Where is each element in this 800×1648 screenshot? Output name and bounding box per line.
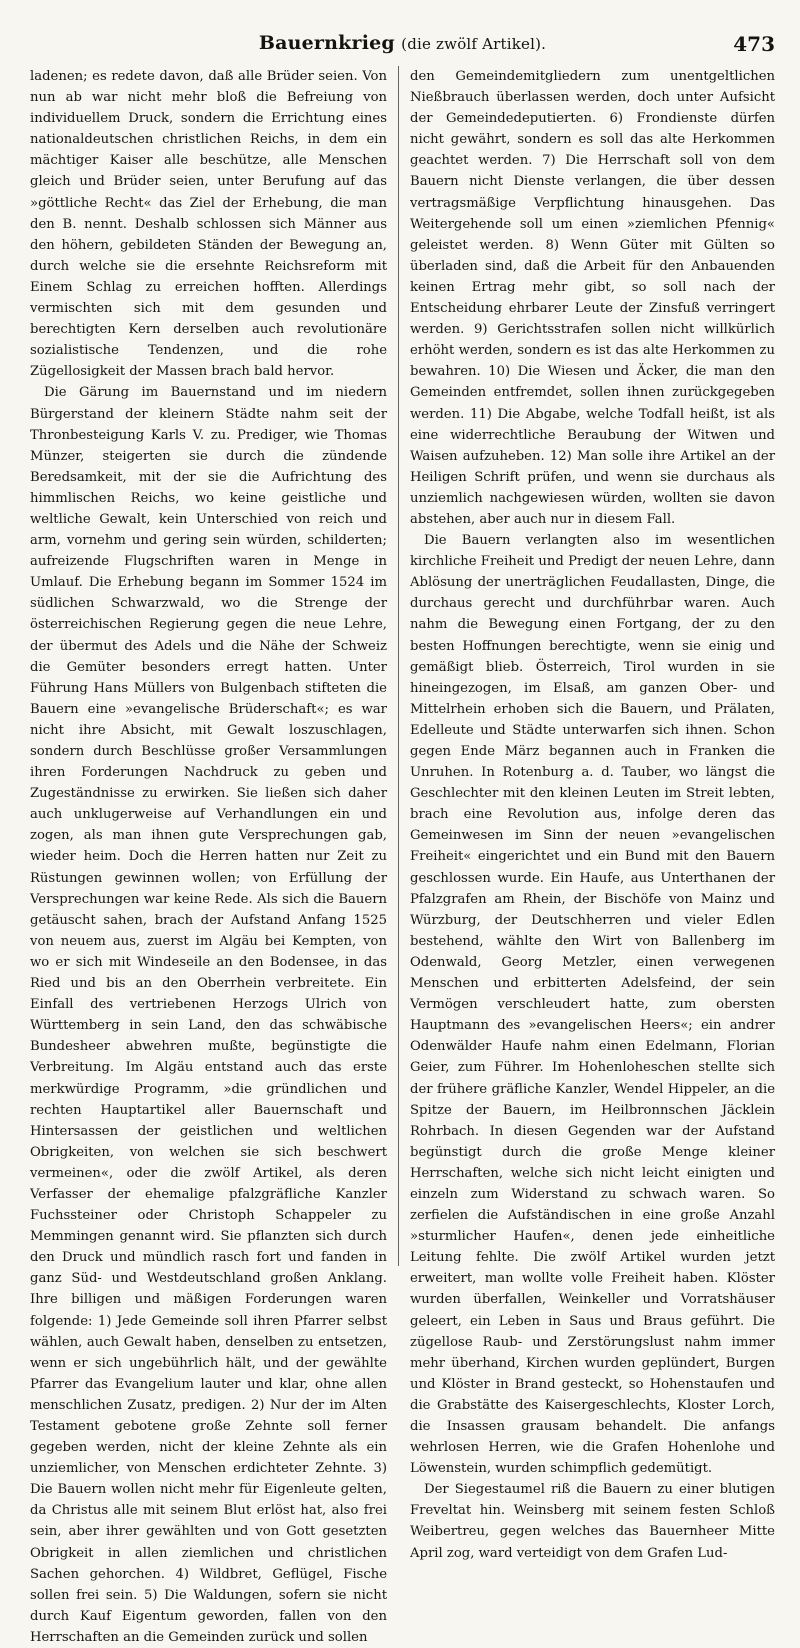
title-main: Bauernkrieg [258,32,395,54]
text-columns [30,66,775,1645]
paragraph: den Gemeindemitgliedern zum unentgeltlichen Nießbrauch überlassen werden, doch unter Aufsicht der Gemeindedeputierten. 6) Frondienste dürfen nicht gewährt, sondern es soll das alte Herkommen geachtet werden. 7) Die Herrschaft soll von dem Bauern nicht Dienste verlangen, die über dessen vertragsmäßige Verpflichtung hinausgehen. Das Weitergehende soll um einen »ziemlichen Pfennig« geleistet werden. 8) Wenn Güter mit Gülten so überladen sind, daß die Arbeit für den Anbauenden keinen Ertrag mehr gibt, so soll nach der Entscheidung ehrbarer Leute der Zinsfuß verringert werden. 9) Gerichtsstrafen sollen nicht willkürlich erhöht werden, sondern es ist das alte Herkommen zu bewahren. 10) Die Wiesen und Äcker, die man den Gemeinden entfremdet, sollen ihnen zurückgegeben werden. 11) Die Abgabe, welche Todfall heißt, ist als eine widerrechtliche Beraubung der Witwen und Waisen aufzuheben. 12) Man solle ihre Artikel an der Heiligen Schrift prüfen, und wenn sie durchaus als unziemlich nachgewiesen würden, wollten sie davon abstehen, aber auch nur in diesem Fall. [410,69,775,527]
running-title [30,32,775,54]
title-sub: (die zwölf Artikel). [401,35,547,53]
page-header [30,30,775,64]
paragraph: Die Bauern verlangten also im wesentlichen kirchliche Freiheit und Predigt der neuen Lehre, dann Ablösung der unerträglichen Feudallasten, Dinge, die durchaus gerecht und durchführbar waren. Auch nahm die Bewegung einen Fortgang, der zu den besten Hoffnungen berechtigte, wenn sie einig und gemäßigt blieb. Österreich, Tirol wurden in sie hineingezogen, im Elsaß, am ganzen Ober- und Mittelrhein erhoben sich die Bauern, und Prälaten, Edelleute und Städte unterwarfen sich ihnen. Schon gegen Ende März begannen auch in Franken die Unruhen. In Rotenburg a. d. Tauber, wo längst die Geschlechter mit den kleinen Leuten im Streit lebten, brach eine Revolution aus, infolge deren das Gemeinwesen im Sinn der neuen »evangelischen Freiheit« eingerichtet und ein Bund mit den Bauern geschlossen wurde. Ein Haufe, aus Unterthanen der Pfalzgrafen am Rhein, der Bischöfe von Mainz und Würzburg, der Deutschherren und vieler Edlen bestehend, wählte den Wirt von Ballenberg im Odenwald, Georg Metzler, einen verwegenen Menschen und erbitterten Adelsfeind, der sein Vermögen verschleudert hatte, zum obersten Hauptmann des »evangelischen Heers«; ein andrer Odenwälder Haufe nahm einen Edelmann, Florian Geier, zum Führer. Im Hohenloheschen stellte sich der frühere gräfliche Kanzler, Wendel Hippeler, an die Spitze der Bauern, im Heilbronnschen Jäcklein Rohrbach. In diesen Gegenden war der Aufstand begünstigt durch die große Menge kleiner Herrschaften, welche sich nicht leicht einigten und einzeln zum Widerstand zu schwach waren. So zerfielen die Aufständischen in eine große Anzahl »sturmlicher Haufen«, denen jede einheitliche Leitung fehlte. Die zwölf Artikel wurden jetzt erweitert, man wollte volle Freiheit haben. Klöster wurden überfallen, Weinkeller und Vorratshäuser geleert, ein Leben in Saus und Braus geführt. Die zügellose Raub- und Zerstörungslust nahm immer mehr überhand, Kirchen wurden geplündert, Burgen und Klöster in Brand gesteckt, so Hohenstaufen und die Grabstätte des Kaisergeschlechts, Kloster Lorch, die Insassen grausam behandelt. Die anfangs wehrlosen Herren, wie die Grafen Hohenlohe und Löwenstein, wurden schimpflich gedemütigt. [410,533,775,1477]
paragraph: ladenen; es redete davon, daß alle Brüder seien. Von nun ab war nicht mehr bloß die Befreiung von individuellem Druck, sondern die Errichtung eines nationaldeutschen christlichen Reichs, in dem ein mächtiger Kaiser alle beschütze, alle Menschen gleich und Brüder seien, unter Berufung auf das »göttliche Recht« das Ziel der Erhebung, die man den B. nennt. Deshalb schlossen sich Männer aus den höhern, gebildeten Ständen der Bewegung an, durch welche sie die ersehnte Reichsreform mit Einem Schlag zu erreichen hofften. Allerdings vermischten sich mit dem gesunden und berechtigten Kern derselben auch revolutionäre sozialistische Tendenzen, und die rohe Zügellosigkeit der Massen brach bald hervor. [30,69,387,380]
page-number: 473 [733,32,775,56]
column-divider [398,66,399,1266]
left-column [30,66,387,1645]
paragraph: Der Siegestaumel riß die Bauern zu einer blutigen Freveltat hin. Weinsberg mit seinem festen Schloß Weibertreu, gegen welches das Bauernheer Mitte April zog, ward verteidigt von dem Grafen Lud- [410,1482,775,1561]
paragraph: Die Gärung im Bauernstand und im niedern Bürgerstand der kleinern Städte nahm seit der Thronbesteigung Karls V. zu. Prediger, wie Thomas Münzer, steigerten sie durch die zündende Beredsamkeit, mit der sie die Aufrichtung des himmlischen Reichs, wo keine geistliche und weltliche Gewalt, kein Unterschied von reich und arm, vornehm und gering sein würden, schilderten; aufreizende Flugschriften waren in Menge in Umlauf. Die Erhebung begann im Sommer 1524 im südlichen Schwarzwald, wo die Strenge der österreichischen Regierung gegen die neue Lehre, der übermut des Adels und die Nähe der Schweiz die Gemüter besonders erregt hatten. Unter Führung Hans Müllers von Bulgenbach stifteten die Bauern eine »evangelische Brüderschaft«; es war nicht ihre Absicht, mit Gewalt loszuschlagen, sondern durch Beschlüsse großer Versammlungen ihren Forderungen Nachdruck zu geben und Zugeständnisse zu erwirken. Sie ließen sich daher auch unklugerweise auf Verhandlungen ein und zogen, als man ihnen gute Versprechungen gab, wieder heim. Doch die Herren hatten nur Zeit zu Rüstungen gewinnen wollen; von Erfüllung der Versprechungen war keine Rede. Als sich die Bauern getäuscht sahen, brach der Aufstand Anfang 1525 von neuem aus, zuerst im Algäu bei Kempten, von wo er sich mit Windeseile an den Bodensee, in das Ried und bis an den Oberrhein verbreitete. Ein Einfall des vertriebenen Herzogs Ulrich von Württemberg in sein Land, den das schwäbische Bundesheer abwehren mußte, begünstigte die Verbreitung. Im Algäu entstand auch das erste merkwürdige Programm, »die gründlichen und rechten Hauptartikel aller Bauernschaft und Hintersassen der geistlichen und weltlichen Obrigkeiten, von welchen sie sich beschwert vermeinen«, oder die zwölf Artikel, als deren Verfasser der ehemalige pfalzgräfliche Kanzler Fuchssteiner oder Christoph Schappeler zu Memmingen genannt wird. Sie pflanzten sich durch den Druck und mündlich rasch fort und fanden in ganz Süd- und Westdeutschland großen Anklang. Ihre billigen und mäßigen Forderungen waren folgende: 1) Jede Gemeinde soll ihren Pfarrer selbst wählen, auch Gewalt haben, denselben zu entsetzen, wenn er sich ungebührlich hält, und der gewählte Pfarrer das Evangelium lauter und klar, ohne allen menschlichen Zusatz, predigen. 2) Nur der im Alten Testament gebotene große Zehnte soll ferner gegeben werden, nicht der kleine Zehnte als ein unziemlicher, von Menschen erdichteter Zehnte. 3) Die Bauern wollen nicht mehr für Eigenleute gelten, da Christus alle mit seinem Blut erlöst hat, also frei sein, aber ihrer gewählten und von Gott gesetzten Obrigkeit in allen ziemlichen und christlichen Sachen gehorchen. 4) Wildbret, Geflügel, Fische sollen frei sein. 5) Die Waldungen, sofern sie nicht durch Kauf Eigentum geworden, fallen von den Herrschaften an die Gemeinden zurück und sollen [30,385,387,1645]
right-column [410,66,775,1561]
